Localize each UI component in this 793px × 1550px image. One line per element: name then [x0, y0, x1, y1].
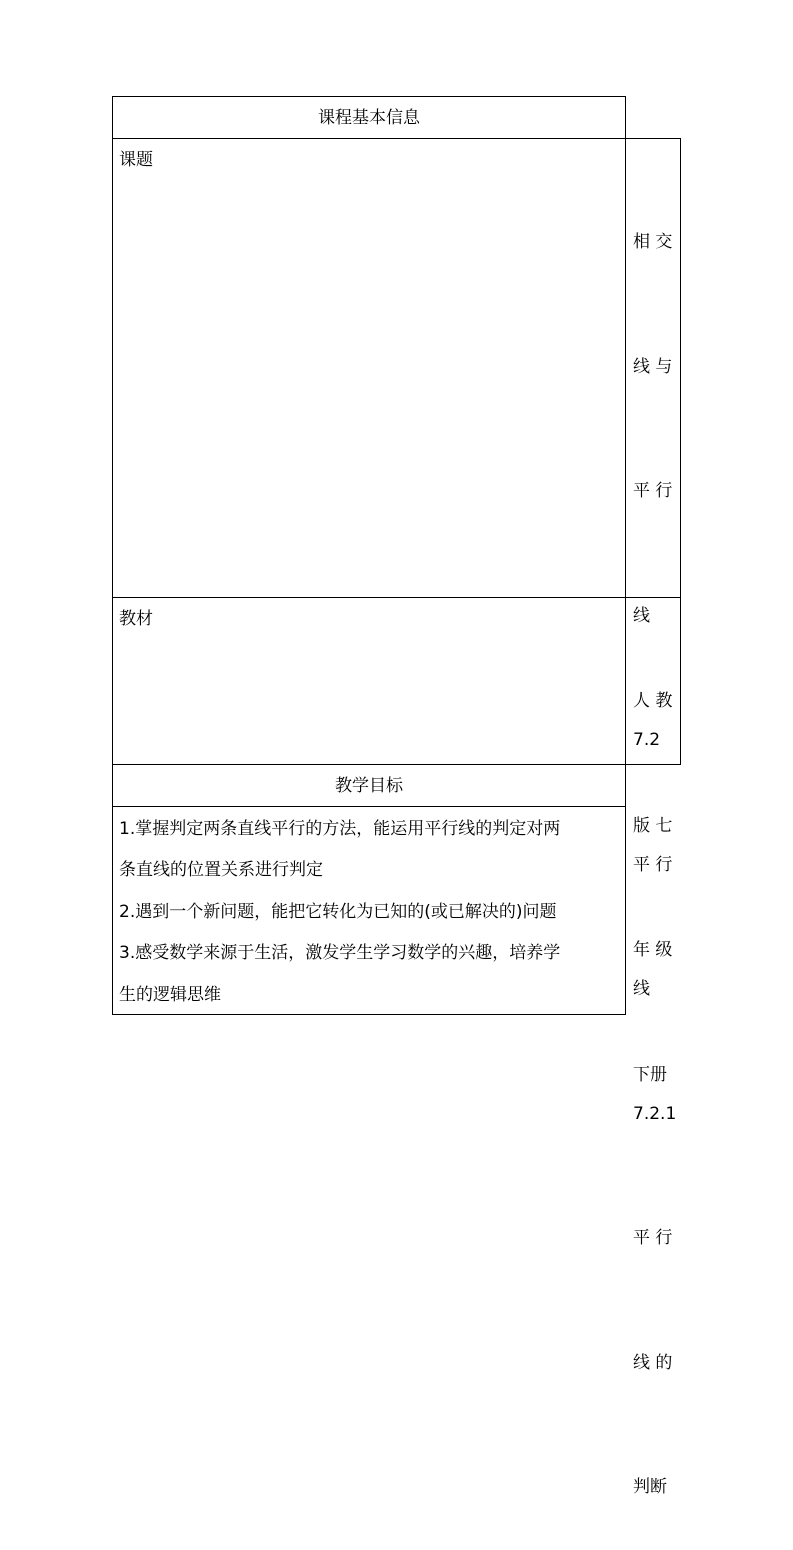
topic-value-line: 线 [633, 979, 650, 999]
textbook-value-line: 人 教 [633, 691, 673, 711]
topic-value-line: 相 交 [633, 232, 673, 252]
course-info-header-cell [112, 96, 626, 139]
objective-line: 生的逻辑思维 [119, 985, 221, 1005]
topic-value-line: 7.2.1 [633, 1103, 677, 1124]
objectives-title: 教学目标 [335, 775, 403, 796]
topic-value-line: 线 [633, 605, 650, 626]
textbook-value-line: 年 级 [633, 940, 673, 960]
objectives-header-cell [112, 764, 626, 807]
textbook-label-cell [112, 597, 626, 765]
textbook-label: 教材 [119, 609, 153, 629]
textbook-value-line: 下册 [633, 1064, 667, 1085]
objective-line: 2.遇到一个新问题，能把它转化为已知的(或已解决的)问题 [119, 902, 557, 922]
topic-value-line: 线 与 [633, 356, 673, 377]
objective-line: 3.感受数学来源于生活，激发学生学习数学的兴趣，培养学 [119, 943, 561, 963]
topic-value-line: 平 行 [633, 854, 673, 875]
topic-label: 课题 [119, 150, 153, 170]
objective-line: 条直线的位置关系进行判定 [119, 860, 323, 880]
textbook-value-line: 版 七 [633, 815, 673, 836]
topic-value-line: 平 行 [633, 1228, 673, 1248]
topic-value-line: 线 的 [633, 1352, 673, 1373]
objective-line: 1.掌握判定两条直线平行的方法，能运用平行线的判定对两 [119, 819, 561, 839]
topic-label-cell [112, 138, 626, 598]
topic-value-line: 7.2 [633, 730, 661, 750]
topic-value-line: 判断 [633, 1477, 667, 1497]
textbook-value [633, 598, 672, 1138]
topic-value-line: 平 行 [633, 481, 673, 501]
course-info-title: 课程基本信息 [318, 107, 420, 128]
